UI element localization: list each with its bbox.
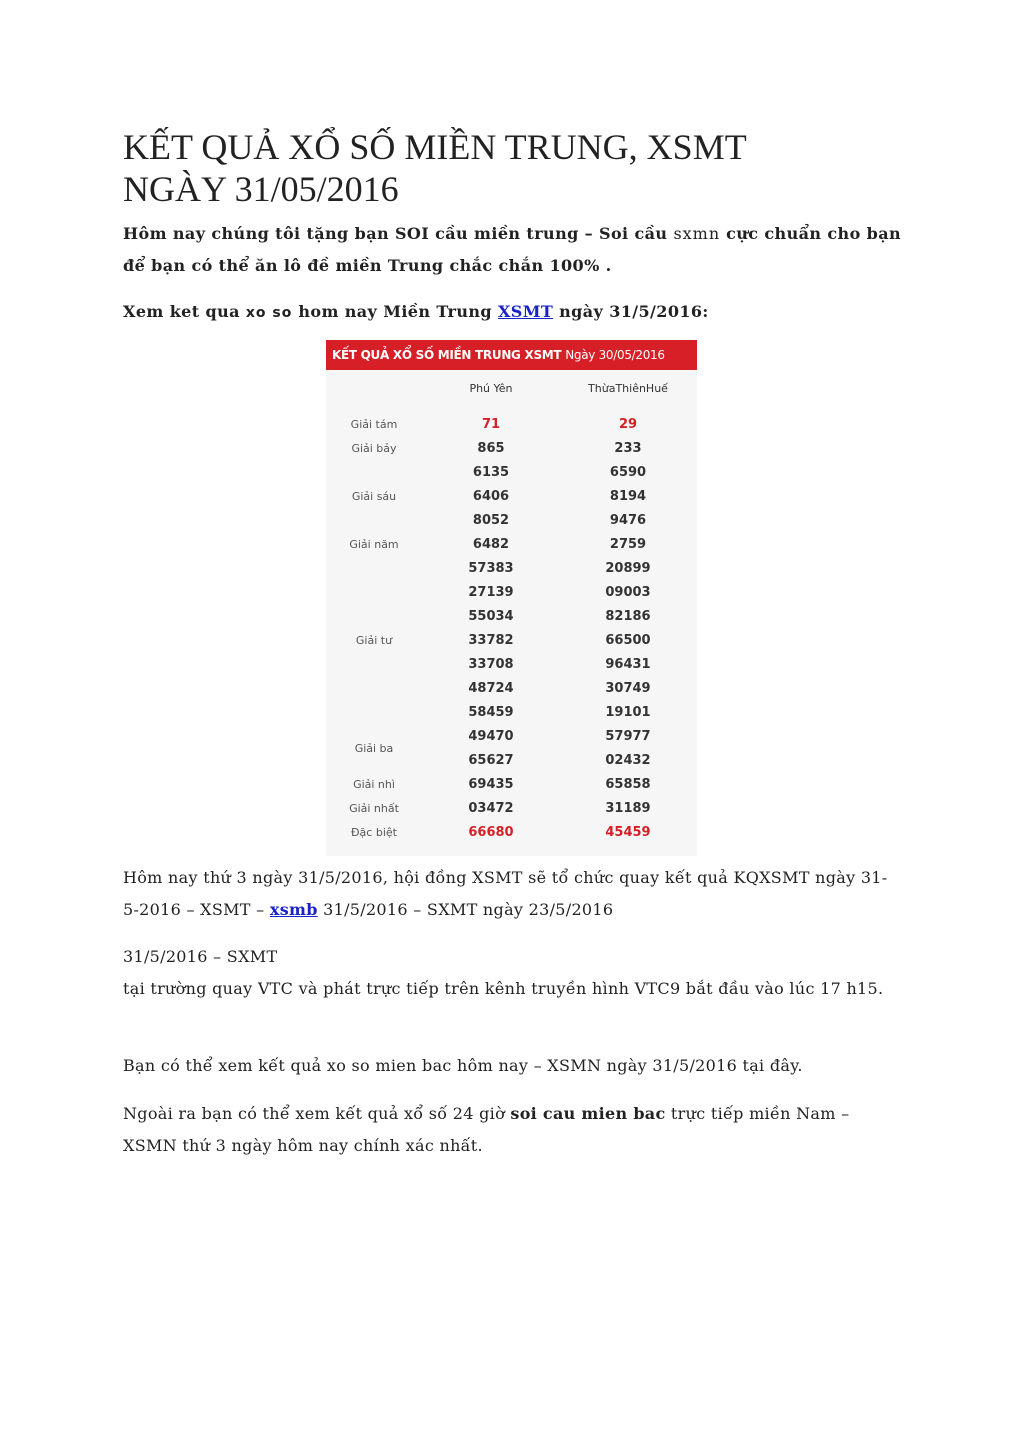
p4-bold: soi cau mien bac [510,1104,666,1123]
result-cell: 02432 [605,753,651,768]
result-cell: 57977 [605,729,651,744]
intro-text-2: cực chuẩn cho bạn để bạn có thể ăn lô đề miền Trung chắc chắn 100% . [123,224,901,275]
result-cell: 9476 [609,513,647,528]
label-dac-biet: Đặc biệt [351,826,397,839]
p4-text-2: trực tiếp miền Nam – XSMN thứ 3 ngày hôm nay chính xác nhất. [123,1104,850,1155]
result-cell: 49470 [468,729,514,744]
xem-suffix: ngày 31/5/2016: [553,302,709,321]
result-cell: 66680 [468,825,514,840]
result-row [326,461,697,485]
title-line-2: NGÀY 31/05/2016 [123,169,399,209]
result-row [326,413,697,437]
result-row [326,605,697,629]
result-cell: 66500 [605,633,651,648]
xsmt-link[interactable]: XSMT [497,302,554,321]
result-cell: 6482 [472,537,510,552]
title-line-1: KẾT QUẢ XỔ SỐ MIỀN TRUNG, XSMT [123,127,747,167]
result-cell: 20899 [605,561,651,576]
result-row [326,581,697,605]
result-cell: 30749 [605,681,651,696]
paragraph-4 [123,1098,903,1162]
result-cell: 82186 [605,609,651,624]
result-row [326,701,697,725]
result-cell: 65858 [605,777,651,792]
result-cell: 6590 [609,465,647,480]
paragraph-3: Bạn có thể xem kết quả xo so mien bac hôm nay – XSMN ngày 31/5/2016 tại đây. [123,1056,803,1075]
xem-prefix: Xem ket qua [123,302,246,321]
label-giai-ba: Giải ba [354,742,394,755]
result-cell: 65627 [468,753,514,768]
result-cell: 8052 [472,513,510,528]
result-cell: 45459 [605,825,651,840]
intro-paragraph [123,218,903,282]
label-giai-nhat: Giải nhất [349,802,399,815]
intro-text-1: Hôm nay chúng tôi tặng bạn SOI cầu miền trung – Soi cầu [123,224,674,243]
result-cell: 71 [481,417,501,432]
result-row [326,629,697,653]
result-cell: 55034 [468,609,514,624]
result-cell: 2759 [609,537,647,552]
lottery-result-image [326,340,697,856]
intro-sxmn: sxmn [673,224,721,243]
result-header-date: Ngày 30/05/2016 [565,348,665,362]
page-title [123,126,903,210]
xem-middle: hom nay Miền Trung [292,302,498,321]
result-row [326,557,697,581]
label-giai-nhi: Giải nhì [353,778,395,791]
label-giai-tu: Giải tư [355,634,393,647]
result-column-headers [326,382,697,402]
result-cell: 31189 [605,801,651,816]
label-giai-sau: Giải sáu [351,490,397,503]
result-row [326,677,697,701]
result-cell: 57383 [468,561,514,576]
result-row [326,533,697,557]
label-giai-bay: Giải bảy [351,442,397,455]
result-header [326,340,697,370]
result-cell: 865 [477,441,505,456]
result-row [326,749,697,773]
result-cell: 29 [618,417,638,432]
xo-so-text: xo so [245,305,293,321]
xsmb-link[interactable]: xsmb [269,900,318,919]
result-cell: 19101 [605,705,651,720]
p2-line-1: 31/5/2016 – SXMT [123,947,278,966]
p1-text-2: 31/5/2016 – SXMT ngày 23/5/2016 [317,900,614,919]
result-cell: 33708 [468,657,514,672]
result-row [326,773,697,797]
result-row [326,437,697,461]
paragraph-2 [123,941,903,1005]
result-cell: 8194 [609,489,647,504]
label-giai-nam: Giải năm [349,538,399,551]
result-cell: 6135 [472,465,510,480]
result-row [326,725,697,749]
result-row [326,653,697,677]
result-cell: 6406 [472,489,510,504]
result-header-title: KẾT QUẢ XỔ SỐ MIỀN TRUNG XSMT [332,348,562,362]
result-cell: 96431 [605,657,651,672]
label-giai-tam: Giải tám [350,418,398,431]
result-cell: 27139 [468,585,514,600]
result-cell: 33782 [468,633,514,648]
result-row [326,821,697,845]
result-cell: 48724 [468,681,514,696]
column-phu-yen: Phú Yên [469,382,513,395]
result-row [326,509,697,533]
result-cell: 233 [614,441,642,456]
column-thua-thien-hue: ThừaThiênHuế [588,382,668,395]
p2-line-2: tại trường quay VTC và phát trực tiếp trên kênh truyền hình VTC9 bắt đầu vào lúc 17 h15. [123,979,884,998]
result-cell: 03472 [468,801,514,816]
result-row [326,797,697,821]
xem-ket-qua-line [123,297,903,328]
p4-text-1: Ngoài ra bạn có thể xem kết quả xổ số 24 giờ [123,1104,511,1123]
p1-text-1: Hôm nay thứ 3 ngày 31/5/2016, hội đồng XSMT sẽ tổ chức quay kết quả KQXSMT ngày 31-5-2016 – XSMT – [123,868,888,919]
paragraph-1 [123,862,903,926]
result-cell: 09003 [605,585,651,600]
result-cell: 58459 [468,705,514,720]
result-cell: 69435 [468,777,514,792]
result-row [326,485,697,509]
